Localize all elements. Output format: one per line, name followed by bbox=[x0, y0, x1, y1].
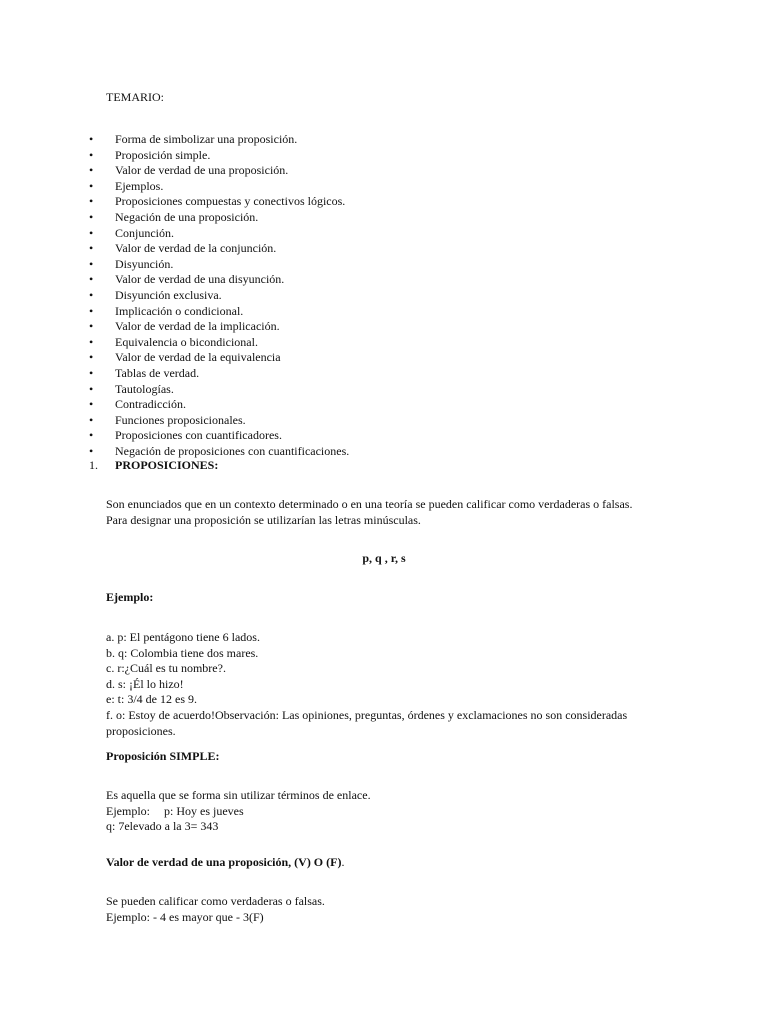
example-value: p: Hoy es jueves bbox=[164, 803, 244, 818]
temario-item-label: Tablas de verdad. bbox=[115, 365, 200, 380]
temario-item bbox=[0, 335, 349, 351]
proposiciones-paragraph bbox=[106, 497, 632, 528]
example-item: proposiciones. bbox=[106, 723, 176, 738]
bullet-icon: • bbox=[89, 225, 94, 240]
bullet-icon: • bbox=[89, 256, 94, 271]
temario-item-label: Proposiciones compuestas y conectivos lógicos. bbox=[115, 194, 346, 209]
proposition-letters: p, q , r, s bbox=[362, 551, 406, 565]
bullet-icon: • bbox=[89, 443, 94, 458]
bullet-icon: • bbox=[89, 209, 94, 224]
temario-item bbox=[0, 226, 349, 242]
example-item: c. r:¿Cuál es tu nombre?. bbox=[106, 661, 226, 676]
temario-item-label: Ejemplos. bbox=[115, 178, 164, 193]
temario-item bbox=[0, 288, 349, 304]
temario-item bbox=[0, 397, 349, 413]
temario-item-label: Forma de simbolizar una proposición. bbox=[115, 132, 298, 146]
section-number: 1. bbox=[89, 458, 98, 472]
valor-heading-text: Valor de verdad de una proposición, (V) O (F) bbox=[106, 855, 342, 869]
temario-item bbox=[0, 210, 349, 226]
temario-item bbox=[0, 272, 349, 288]
bullet-icon: • bbox=[89, 319, 94, 334]
valor-paragraph bbox=[106, 894, 325, 925]
temario-item-label: Implicación o condicional. bbox=[115, 303, 244, 318]
bullet-icon: • bbox=[89, 303, 94, 318]
example-item: f. o: Estoy de acuerdo!Observación: Las opiniones, preguntas, órdenes y exclamaciones no son consideradas bbox=[106, 707, 628, 722]
temario-item bbox=[0, 194, 349, 210]
paragraph-line: q: 7elevado a la 3= 343 bbox=[106, 819, 219, 834]
bullet-icon: • bbox=[89, 365, 94, 380]
temario-item-label: Funciones proposicionales. bbox=[115, 412, 246, 427]
example-item: d. s: ¡Él lo hizo! bbox=[106, 676, 184, 691]
valor-heading bbox=[106, 855, 344, 871]
temario-item-label: Proposición simple. bbox=[115, 147, 211, 162]
temario-item-label: Valor de verdad de una proposición. bbox=[115, 163, 289, 178]
example-label: Ejemplo: bbox=[106, 803, 150, 818]
bullet-icon: • bbox=[89, 334, 94, 349]
bullet-icon: • bbox=[89, 412, 94, 427]
temario-item-label: Contradicción. bbox=[115, 397, 186, 412]
temario-item bbox=[0, 413, 349, 429]
temario-item bbox=[0, 148, 349, 164]
temario-item-label: Proposiciones con cuantificadores. bbox=[115, 428, 282, 443]
temario-list bbox=[0, 132, 349, 459]
temario-item bbox=[0, 350, 349, 366]
paragraph-line: Para designar una proposición se utilizarían las letras minúsculas. bbox=[106, 512, 421, 527]
temario-item-label: Valor de verdad de una disyunción. bbox=[115, 272, 285, 287]
temario-item-label: Valor de verdad de la equivalencia bbox=[115, 350, 281, 365]
temario-item bbox=[0, 304, 349, 320]
bullet-icon: • bbox=[89, 272, 94, 287]
temario-item bbox=[0, 428, 349, 444]
temario-item bbox=[0, 179, 349, 195]
ejemplo-heading: Ejemplo: bbox=[106, 590, 154, 604]
temario-item bbox=[0, 132, 349, 148]
temario-item-label: Negación de proposiciones con cuantificaciones. bbox=[115, 443, 350, 458]
temario-item-label: Disyunción exclusiva. bbox=[115, 287, 222, 302]
simple-heading: Proposición SIMPLE: bbox=[106, 749, 220, 763]
simple-paragraph bbox=[106, 788, 371, 835]
example-item: a. p: El pentágono tiene 6 lados. bbox=[106, 630, 260, 644]
bullet-icon: • bbox=[89, 428, 94, 443]
bullet-icon: • bbox=[89, 381, 94, 396]
temario-item bbox=[0, 382, 349, 398]
temario-item bbox=[0, 366, 349, 382]
temario-item bbox=[0, 241, 349, 257]
paragraph-line: Ejemplo: - 4 es mayor que - 3(F) bbox=[106, 909, 264, 924]
bullet-icon: • bbox=[89, 178, 94, 193]
example-item: e: t: 3/4 de 12 es 9. bbox=[106, 692, 197, 707]
temario-item-label: Equivalencia o bicondicional. bbox=[115, 334, 258, 349]
valor-heading-period: . bbox=[341, 855, 345, 869]
bullet-icon: • bbox=[89, 194, 94, 209]
bullet-icon: • bbox=[89, 397, 94, 412]
example-line bbox=[106, 804, 371, 820]
temario-item-label: Negación de una proposición. bbox=[115, 209, 259, 224]
temario-item bbox=[0, 163, 349, 179]
section-heading-proposiciones: PROPOSICIONES: bbox=[115, 458, 219, 472]
paragraph-line: Son enunciados que en un contexto determinado o en una teoría se pueden calificar como verdaderas o falsas. bbox=[106, 497, 633, 511]
bullet-icon: • bbox=[89, 350, 94, 365]
bullet-icon: • bbox=[89, 132, 94, 146]
example-item: b. q: Colombia tiene dos mares. bbox=[106, 645, 259, 660]
temario-item-label: Valor de verdad de la conjunción. bbox=[115, 241, 277, 256]
bullet-icon: • bbox=[89, 287, 94, 302]
temario-item-label: Conjunción. bbox=[115, 225, 174, 240]
temario-item-label: Disyunción. bbox=[115, 256, 174, 271]
temario-item-label: Tautologías. bbox=[115, 381, 174, 396]
temario-item-label: Valor de verdad de la implicación. bbox=[115, 319, 280, 334]
temario-item bbox=[0, 319, 349, 335]
bullet-icon: • bbox=[89, 163, 94, 178]
examples-list bbox=[106, 630, 627, 739]
paragraph-line: Se pueden calificar como verdaderas o falsas. bbox=[106, 894, 325, 908]
temario-title: TEMARIO: bbox=[106, 90, 164, 104]
bullet-icon: • bbox=[89, 241, 94, 256]
paragraph-line: Es aquella que se forma sin utilizar términos de enlace. bbox=[106, 788, 371, 802]
temario-item bbox=[0, 257, 349, 273]
bullet-icon: • bbox=[89, 147, 94, 162]
